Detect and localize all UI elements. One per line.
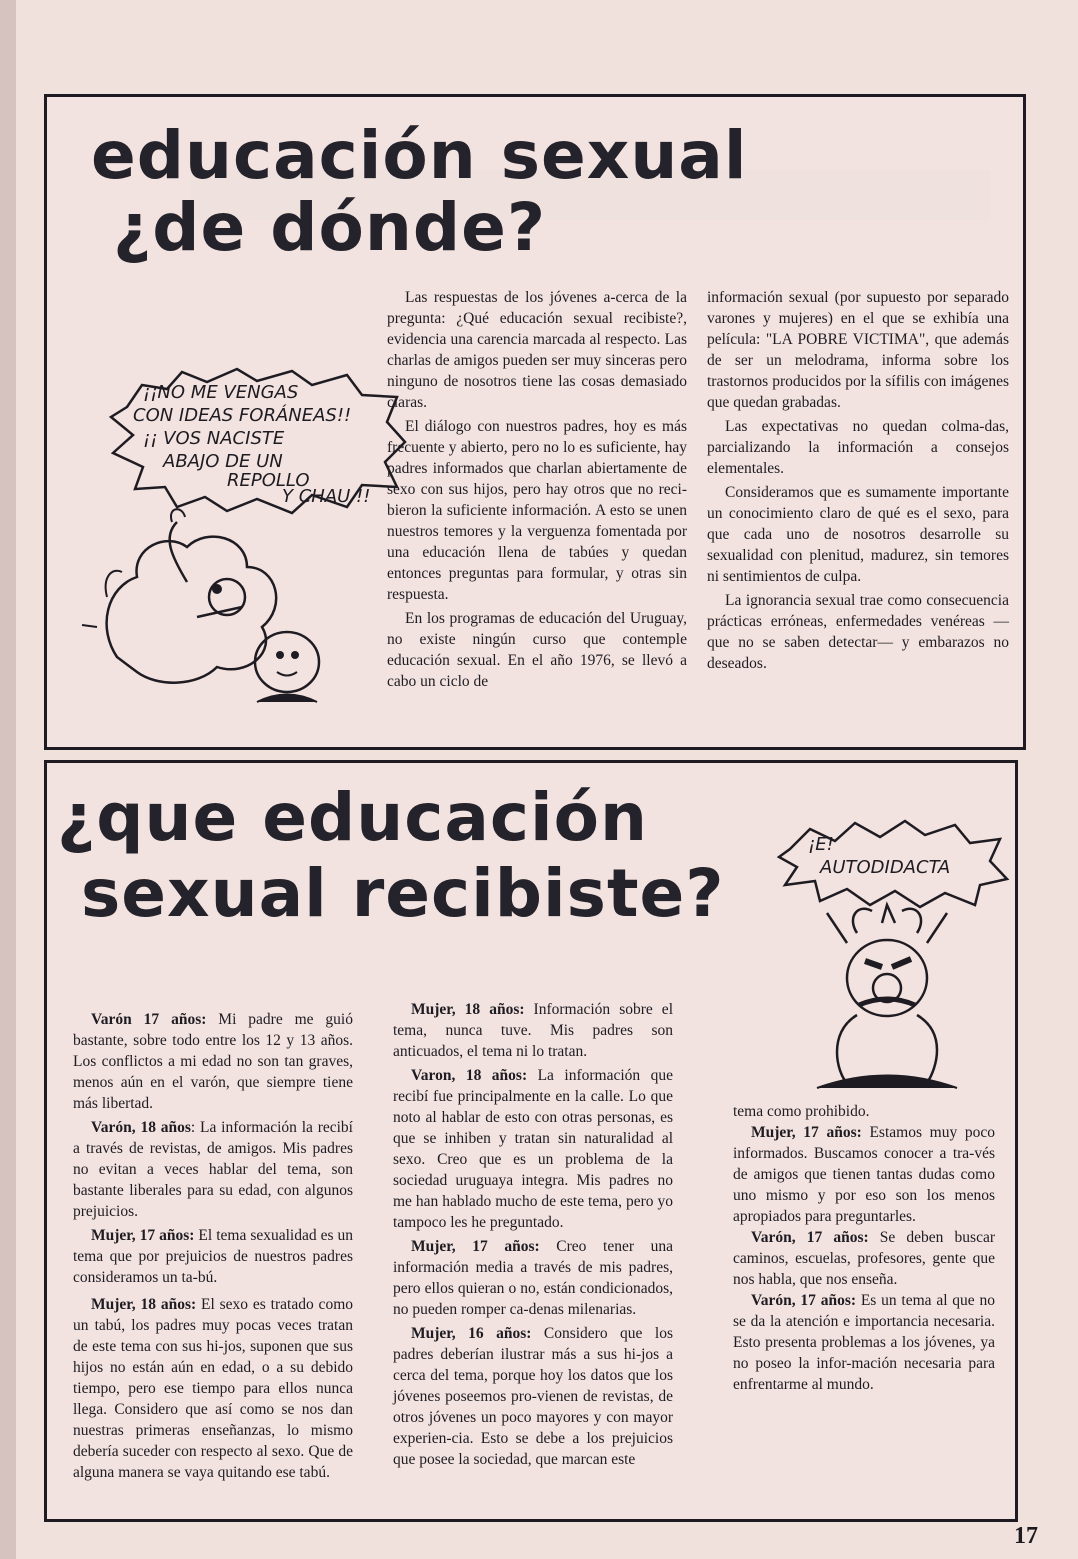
survey-answer [393, 1065, 673, 1233]
survey-answer [733, 1290, 995, 1395]
article-headline [91, 117, 748, 266]
paragraph: Consideramos que es sumamente importante un conocimiento claro de qué es el sexo, para que cada uno de nosotros desarrolle su sexualidad con plenitud, madurez, sin temores ni sentimientos de culpa. [707, 484, 1009, 585]
continued-text: tema como prohibido. [733, 1103, 870, 1120]
page-number: 17 [1014, 1523, 1038, 1549]
respondent-label: Varón, 17 años: [751, 1292, 857, 1309]
paragraph: Las expectativas no quedan colma-das, parcializando la información a consejos elementales. [707, 418, 1009, 477]
article-column-1 [387, 287, 687, 692]
headline-line-1: ¿que educación [57, 779, 648, 856]
survey-answer [393, 1323, 673, 1470]
paragraph: información sexual (por supuesto por separado varones y mujeres) en el que se exhibía una película: "LA POBRE VICTIMA", que además de ser un melodrama, informa sobre los trastornos producidos por la sífilis con imágenes que quedan grabadas. [707, 289, 1009, 411]
survey-answer [73, 1117, 353, 1222]
respondent-label: Mujer, 17 años: [751, 1124, 862, 1141]
survey-answer [73, 1009, 353, 1114]
bubble-line: CON IDEAS FORÁNEAS!! [133, 405, 352, 426]
headline-line-1: educación sexual [91, 117, 748, 194]
article-box [44, 94, 1026, 750]
survey-box [44, 760, 1018, 1522]
bubble-line: ABAJO DE UN [163, 451, 283, 472]
respondent-label: Varon, 18 años: [411, 1067, 528, 1084]
respondent-label: Mujer, 17 años: [411, 1238, 540, 1255]
answer-text: Información sobre el tema, nunca tuve. Mis padres son anticuados, el tema ni lo tratan. [393, 1001, 673, 1060]
headline-line-2: sexual recibiste? [81, 855, 725, 932]
answer-text: : La información la recibí a través de revistas, de amigos. Mis padres no evitan a veces hablar del tema, son bastante liberales para su edad, con algunos prejuicios. [73, 1119, 353, 1220]
cartoon-character-illustration [787, 893, 987, 1093]
bubble-line: Y CHAU !! [282, 486, 371, 507]
bubble-line: AUTODIDACTA [820, 857, 951, 878]
survey-answer [73, 1294, 353, 1483]
headline-line-2: ¿de dónde? [113, 189, 547, 266]
survey-answer [393, 1236, 673, 1320]
survey-headline [57, 779, 725, 932]
answer-text: Mi padre me guió bastante, sobre todo entre los 12 y 13 años. Los conflictos a mi edad no son tan graves, menos aún en el varón, que siempre tiene más libertad. [73, 1011, 353, 1112]
bubble-line: ¡E! [808, 834, 834, 855]
bubble-line: REPOLLO [227, 470, 310, 491]
answer-text: Se deben buscar caminos, escuelas, profesores, gente que nos habla, que nos enseña. [733, 1229, 995, 1288]
respondent-label: Mujer, 17 años: [91, 1227, 195, 1244]
article-column-2 [707, 287, 1009, 674]
paragraph: El diálogo con nuestros padres, hoy es más frecuente y abierto, pero no lo es suficiente, hay padres informados que charlan abiertamente de sexo con sus hijos, pero hay otros que no reci-bieron la suficiente información. A esto se unen nuestros temores y la verguenza fomentada por una educación llena de tabúes y quedan entonces preguntas para formular, y otras sin respuesta. [387, 418, 687, 603]
bubble-line: ¡¡NO ME VENGAS [143, 382, 299, 403]
paragraph: En los programas de educación del Uruguay, no existe ningún curso que contemple educación sexual. En el año 1976, se llevó a cabo un ciclo de [387, 610, 687, 690]
survey-column-3 [733, 1101, 995, 1395]
paragraph: Las respuestas de los jóvenes a-cerca de la pregunta: ¿Qué educación sexual recibiste?, evidencia una carencia marcada al respecto. Las charlas de amigos pueden ser muy sinceras pero ninguno de nosotros tiene las cosas demasiado claras. [387, 289, 687, 411]
respondent-label: Varón, 17 años: [751, 1229, 869, 1246]
survey-column-1 [73, 1009, 353, 1483]
respondent-label: Varón, 18 años [91, 1119, 191, 1136]
answer-text: Creo tener una información media a través de mis padres, pero ellos quieran o no, están condicionados, no pueden romper ca-denas milenarias. [393, 1238, 673, 1318]
survey-answer [733, 1122, 995, 1227]
survey-answer [73, 1225, 353, 1288]
survey-column-2 [393, 999, 673, 1470]
respondent-label: Mujer, 18 años: [411, 1001, 525, 1018]
answer-text: La información que recibí fue principalmente en la calle. Lo que noto al hablar de esto con otras personas, es que se inhiben y tratan sin naturalidad al sexo. Creo que es un problema de la sociedad uruguaya integra. Mis padres no me han hablado mucho de este tema, pero yo tampoco les he preguntado. [393, 1067, 674, 1231]
cartoon-characters-illustration [77, 477, 377, 717]
bubble-line: ¡¡ VOS NACISTE [143, 428, 285, 449]
respondent-label: Mujer, 16 años: [411, 1325, 532, 1342]
respondent-label: Varón 17 años: [91, 1011, 207, 1028]
answer-text: El tema sexualidad es un tema que por prejuicios de nuestros padres consideramos un ta-bú. [73, 1227, 354, 1286]
answer-text: Es un tema al que no se da la atención e importancia necesaria. Esto presenta problemas a los jóvenes, ya no poseo la infor-mación necesaria para enfrentarme al mundo. [733, 1292, 995, 1393]
answer-text: Estamos muy poco informados. Buscamos conocer a tra-vés de amigos que tienen tantas dudas como uno mismo y por eso son los menos apropiados para preguntarles. [733, 1124, 995, 1225]
page-spine-shadow [0, 0, 16, 1559]
survey-answer [733, 1227, 995, 1290]
answer-text: El sexo es tratado como un tabú, los padres muy pocas veces tratan de este tema con sus hi-jos, suponen que sus hijos no están aún en edad, o a su debido tiempo, pero ese tiempo para ellos nunca llega. Considero que así como se nos dan nuestras primeras enseñanzas, lo mismo debería suceder con respecto al sexo. Que de alguna manera se vaya quitando ese tabú. [73, 1296, 353, 1481]
paragraph: La ignorancia sexual trae como consecuencia prácticas erróneas, enfermedades venéreas —que no se saben detectar— y embarazos no deseados. [707, 592, 1009, 672]
respondent-label: Mujer, 18 años: [91, 1296, 197, 1313]
survey-answer [393, 999, 673, 1062]
answer-text: Considero que los padres deberían ilustrar más a sus hi-jos a cerca del tema, porque hoy los datos que los jóvenes poseemos pro-vienen de revistas, de otros jóvenes un poco mayores y con mayor experien-cia. Esto se debe a los prejuicios que posee la sociedad, que marcan este [393, 1325, 674, 1468]
